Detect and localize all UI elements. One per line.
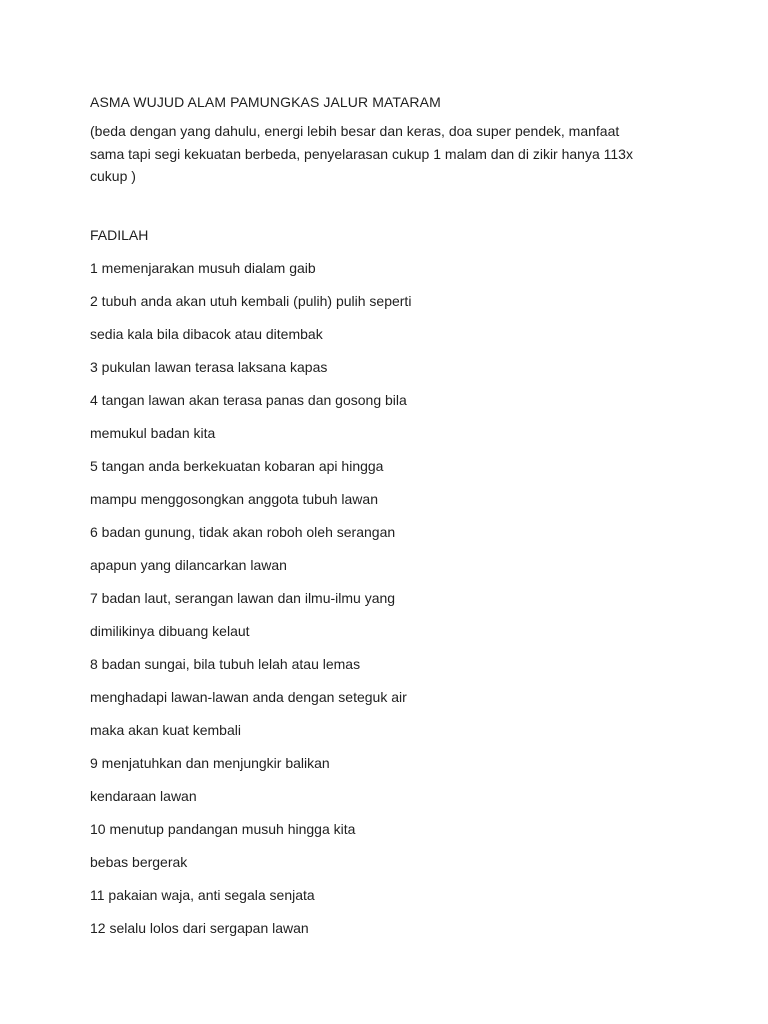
list-item: 3 pukulan lawan terasa laksana kapas: [90, 358, 328, 375]
list-item: 8 badan sungai, bila tubuh lelah atau lemas: [90, 655, 361, 672]
list-item: 2 tubuh anda akan utuh kembali (pulih) pulih seperti: [90, 292, 412, 309]
list-item: maka akan kuat kembali: [90, 721, 241, 738]
fadilah-list: [90, 258, 690, 951]
list-item: 1 memenjarakan musuh dialam gaib: [90, 259, 316, 276]
list-item: 5 tangan anda berkekuatan kobaran api hingga: [90, 457, 384, 474]
list-item: 4 tangan lawan akan terasa panas dan gosong bila: [90, 391, 407, 408]
list-item: bebas bergerak: [90, 853, 188, 870]
list-item: kendaraan lawan: [90, 787, 197, 804]
list-item: apapun yang dilancarkan lawan: [90, 556, 287, 573]
list-item: 12 selalu lolos dari sergapan lawan: [90, 919, 309, 936]
section-title: FADILAH: [90, 227, 149, 244]
list-item: 9 menjatuhkan dan menjungkir balikan: [90, 754, 330, 771]
list-item: 7 badan laut, serangan lawan dan ilmu-ilmu yang: [90, 589, 396, 606]
list-item: 11 pakaian waja, anti segala senjata: [90, 886, 315, 903]
document-content: [90, 92, 690, 951]
list-item: 6 badan gunung, tidak akan roboh oleh serangan: [90, 523, 396, 540]
document-title: ASMA WUJUD ALAM PAMUNGKAS JALUR MATARAM: [90, 94, 441, 110]
list-item: menghadapi lawan-lawan anda dengan seteguk air: [90, 688, 407, 705]
list-item: dimilikinya dibuang kelaut: [90, 622, 250, 639]
list-item: mampu menggosongkan anggota tubuh lawan: [90, 490, 378, 507]
list-item: memukul badan kita: [90, 424, 216, 441]
list-item: 10 menutup pandangan musuh hingga kita: [90, 820, 356, 837]
list-item: sedia kala bila dibacok atau ditembak: [90, 325, 323, 342]
intro-paragraph: (beda dengan yang dahulu, energi lebih besar dan keras, doa super pendek, manfaat sama tapi segi kekuatan berbeda, penyelarasan cukup 1 malam dan di zikir hanya 113x cukup ): [90, 123, 633, 185]
